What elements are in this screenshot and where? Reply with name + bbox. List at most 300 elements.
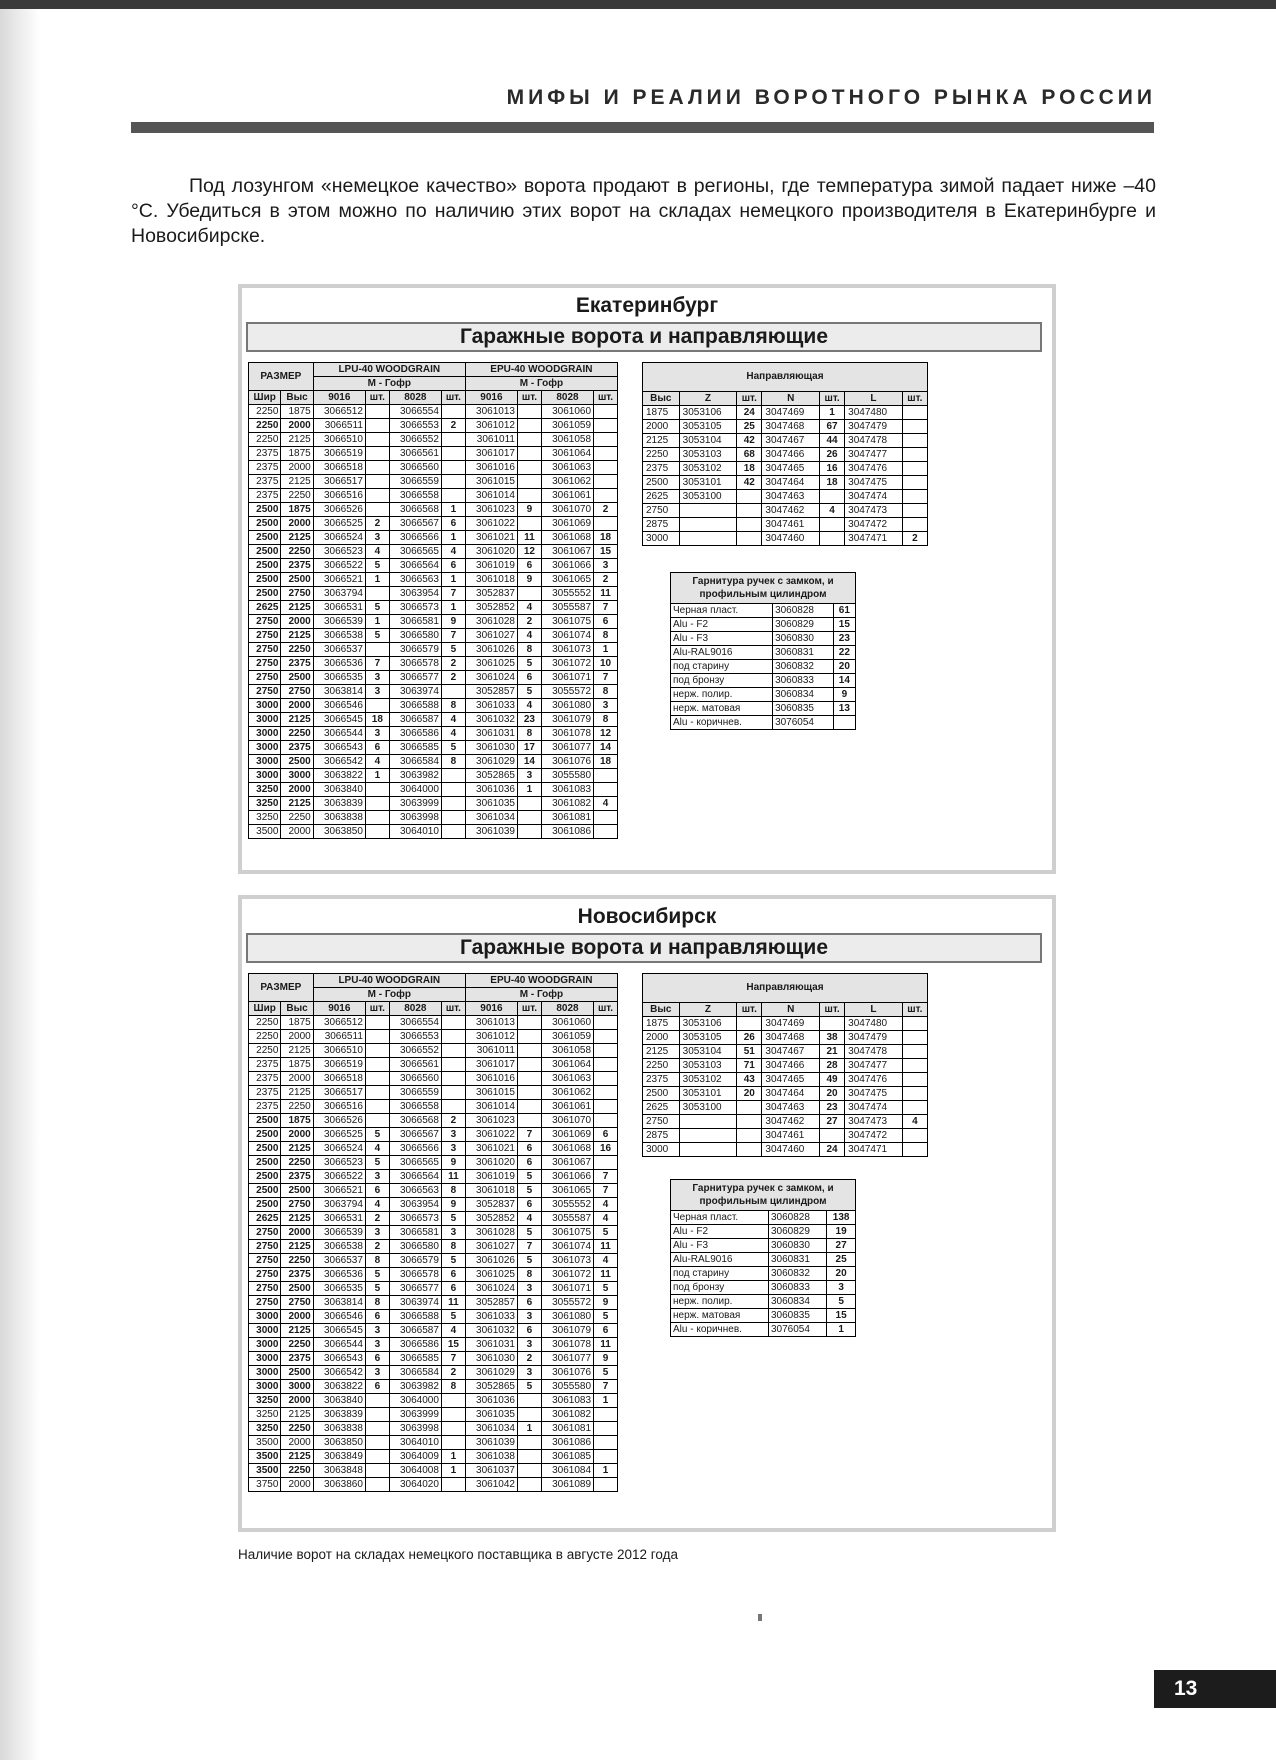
handle-type: Черная пласт. (671, 604, 773, 618)
quantity-cell (517, 1044, 541, 1058)
width-cell: 3250 (249, 1408, 281, 1422)
height-cell: 2000 (281, 1310, 313, 1324)
article-cell: 3000 (643, 532, 680, 546)
quantity-cell (517, 1016, 541, 1030)
quantity-cell: 6 (517, 1156, 541, 1170)
quantity-cell: 71 (737, 1059, 762, 1073)
article-cell: 3066586 (389, 727, 441, 741)
column-header: Z (679, 1003, 737, 1017)
article-cell: 3066526 (313, 1114, 365, 1128)
quantity-cell (517, 447, 541, 461)
article-cell: 3066525 (313, 517, 365, 531)
handle-type: нерж. матовая (671, 702, 773, 716)
quantity-cell (365, 1408, 389, 1422)
table-row (249, 671, 618, 685)
article-cell: 3060833 (768, 1281, 826, 1295)
quantity-cell: 2 (594, 573, 618, 587)
scan-edge-shadow (0, 0, 40, 1760)
article-cell: 3047476 (845, 1073, 903, 1087)
article-cell: 3060835 (773, 702, 834, 716)
quantity-cell (365, 1394, 389, 1408)
width-cell: 2375 (249, 1058, 281, 1072)
quantity-cell (594, 447, 618, 461)
height-cell: 2375 (281, 741, 313, 755)
article-cell: 3063999 (389, 797, 441, 811)
article-cell: 3047463 (762, 490, 820, 504)
article-cell: 3061026 (465, 643, 517, 657)
quantity-cell: 5 (441, 643, 465, 657)
article-cell: 3061024 (465, 1282, 517, 1296)
article-cell: 3066544 (313, 1338, 365, 1352)
article-cell: 3061075 (541, 615, 593, 629)
width-cell: 3750 (249, 1478, 281, 1492)
article-cell: 3066535 (313, 1282, 365, 1296)
width-cell: 2500 (249, 573, 281, 587)
column-header: 9016 (465, 1002, 517, 1016)
article-cell: 3061022 (465, 1128, 517, 1142)
article-cell: 3061013 (465, 405, 517, 419)
table-row (671, 1239, 856, 1253)
quantity-cell: 14 (517, 755, 541, 769)
table-row (643, 406, 928, 420)
column-header: шт. (594, 1002, 618, 1016)
article-cell: 3061037 (465, 1464, 517, 1478)
quantity-cell (517, 489, 541, 503)
quantity-cell: 20 (737, 1087, 762, 1101)
article-cell: 3060830 (773, 632, 834, 646)
article-cell: 3066585 (389, 741, 441, 755)
table-row (249, 601, 618, 615)
quantity-cell: 138 (827, 1211, 856, 1225)
quantity-cell (594, 1478, 618, 1492)
article-cell: 3066567 (389, 517, 441, 531)
article-cell: 3066516 (313, 1100, 365, 1114)
article-cell: 3060829 (768, 1225, 826, 1239)
quantity-cell (365, 699, 389, 713)
article-cell: 3063954 (389, 1198, 441, 1212)
quantity-cell: 23 (517, 713, 541, 727)
article-cell: 3066554 (389, 405, 441, 419)
quantity-cell: 4 (517, 699, 541, 713)
article-cell: 3047474 (845, 490, 903, 504)
article-cell: 3064000 (389, 1394, 441, 1408)
column-header: шт. (365, 1002, 389, 1016)
quantity-cell: 4 (365, 1142, 389, 1156)
height-cell: 2125 (281, 433, 313, 447)
quantity-cell: 8 (594, 629, 618, 643)
rails-table (642, 973, 928, 1157)
article-cell: 3066564 (389, 559, 441, 573)
quantity-cell: 61 (833, 604, 855, 618)
article-cell: 3061083 (541, 1394, 593, 1408)
quantity-cell (365, 1478, 389, 1492)
width-cell: 2750 (249, 615, 281, 629)
quantity-cell: 7 (517, 1128, 541, 1142)
article-cell: 3061065 (541, 573, 593, 587)
article-cell: 3061026 (465, 1254, 517, 1268)
quantity-cell: 38 (819, 1031, 844, 1045)
height-cell: 2500 (281, 671, 313, 685)
table-row (671, 702, 856, 716)
article-cell: 3061065 (541, 1184, 593, 1198)
quantity-cell (517, 405, 541, 419)
table-row (671, 604, 856, 618)
article-cell: 3064010 (389, 825, 441, 839)
quantity-cell (517, 1058, 541, 1072)
column-header: шт. (902, 392, 927, 406)
quantity-cell: 20 (833, 660, 855, 674)
article-cell: 3061068 (541, 531, 593, 545)
quantity-cell: 5 (827, 1295, 856, 1309)
article-cell: 2000 (643, 1031, 680, 1045)
article-cell: 3066564 (389, 1170, 441, 1184)
height-cell: 2750 (281, 1296, 313, 1310)
quantity-cell: 19 (827, 1225, 856, 1239)
quantity-cell: 4 (594, 797, 618, 811)
quantity-cell (441, 461, 465, 475)
quantity-cell (441, 1100, 465, 1114)
article-cell: 3061079 (541, 1324, 593, 1338)
width-cell: 2500 (249, 1156, 281, 1170)
quantity-cell (517, 1408, 541, 1422)
header-lpu: LPU-40 WOODGRAIN (313, 363, 465, 377)
quantity-cell (365, 1100, 389, 1114)
table-row (643, 1101, 928, 1115)
quantity-cell (902, 448, 927, 462)
article-cell: 3061022 (465, 517, 517, 531)
width-cell: 2750 (249, 1296, 281, 1310)
article-cell: 3055580 (541, 769, 593, 783)
quantity-cell (517, 1394, 541, 1408)
article-cell: 3047468 (762, 420, 820, 434)
quantity-cell (902, 1045, 927, 1059)
article-cell: 3047480 (845, 406, 903, 420)
article-cell: 3066580 (389, 629, 441, 643)
quantity-cell (902, 1017, 927, 1031)
quantity-cell: 18 (594, 755, 618, 769)
quantity-cell: 7 (594, 601, 618, 615)
article-cell: 3066512 (313, 1016, 365, 1030)
quantity-cell: 1 (594, 1464, 618, 1478)
article-cell: 3061021 (465, 1142, 517, 1156)
quantity-cell: 5 (594, 1366, 618, 1380)
article-cell: 2750 (643, 1115, 680, 1129)
quantity-cell (517, 1086, 541, 1100)
quantity-cell (819, 490, 844, 504)
height-cell: 1875 (281, 503, 313, 517)
article-cell: 3066511 (313, 1030, 365, 1044)
article-cell: 3047473 (845, 504, 903, 518)
article-cell: 3064020 (389, 1478, 441, 1492)
article-cell: 3061016 (465, 1072, 517, 1086)
article-cell: 3061084 (541, 1464, 593, 1478)
quantity-cell: 51 (737, 1045, 762, 1059)
article-cell: 3061073 (541, 643, 593, 657)
handle-type: Alu - коричнев. (671, 716, 773, 730)
height-cell: 2250 (281, 1464, 313, 1478)
quantity-cell (441, 1016, 465, 1030)
table-row (249, 643, 618, 657)
article-cell: 3060831 (768, 1253, 826, 1267)
quantity-cell (365, 405, 389, 419)
quantity-cell (441, 1436, 465, 1450)
table-row (671, 674, 856, 688)
table-row (249, 517, 618, 531)
quantity-cell: 17 (517, 741, 541, 755)
article-cell: 3063999 (389, 1408, 441, 1422)
column-header: 8028 (541, 391, 593, 405)
quantity-cell: 18 (737, 462, 762, 476)
table-row (249, 1058, 618, 1072)
article-cell: 3061071 (541, 671, 593, 685)
width-cell: 2750 (249, 629, 281, 643)
article-cell: 3066573 (389, 1212, 441, 1226)
quantity-cell (594, 1016, 618, 1030)
article-cell: 3066559 (389, 475, 441, 489)
handle-type: Alu - F3 (671, 632, 773, 646)
table-row (643, 1059, 928, 1073)
header-profile: М - Гофр (313, 988, 465, 1002)
quantity-cell (365, 1464, 389, 1478)
article-cell: 3066579 (389, 643, 441, 657)
height-cell: 2000 (281, 783, 313, 797)
quantity-cell: 2 (441, 1114, 465, 1128)
width-cell: 2500 (249, 1184, 281, 1198)
quantity-cell: 67 (819, 420, 844, 434)
article-cell (679, 1129, 737, 1143)
article-cell: 3061018 (465, 1184, 517, 1198)
table-row (249, 1100, 618, 1114)
quantity-cell: 4 (819, 504, 844, 518)
article-cell: 3061029 (465, 755, 517, 769)
article-cell: 2125 (643, 1045, 680, 1059)
article-cell: 3061013 (465, 1016, 517, 1030)
header-epu: EPU-40 WOODGRAIN (465, 363, 617, 377)
article-cell: 3061081 (541, 811, 593, 825)
column-header: 8028 (389, 391, 441, 405)
width-cell: 2375 (249, 475, 281, 489)
table-row (249, 1352, 618, 1366)
quantity-cell: 6 (517, 559, 541, 573)
article-cell: 3000 (643, 1143, 680, 1157)
column-header: 9016 (313, 391, 365, 405)
quantity-cell: 3 (365, 685, 389, 699)
article-cell: 3047462 (762, 1115, 820, 1129)
article-cell: 3064008 (389, 1464, 441, 1478)
quantity-cell: 7 (365, 657, 389, 671)
article-cell: 3061066 (541, 1170, 593, 1184)
article-cell: 3061031 (465, 1338, 517, 1352)
article-cell: 3063974 (389, 685, 441, 699)
quantity-cell: 7 (594, 1170, 618, 1184)
quantity-cell (441, 447, 465, 461)
quantity-cell: 1 (827, 1323, 856, 1337)
article-cell: 3061025 (465, 657, 517, 671)
width-cell: 2750 (249, 643, 281, 657)
article-cell: 3066578 (389, 1268, 441, 1282)
article-cell: 3061071 (541, 1282, 593, 1296)
article-cell: 3061082 (541, 1408, 593, 1422)
article-cell: 3047469 (762, 406, 820, 420)
article-cell: 3061066 (541, 559, 593, 573)
table-row (671, 1225, 856, 1239)
table-row (249, 1184, 618, 1198)
quantity-cell (737, 1101, 762, 1115)
quantity-cell (441, 811, 465, 825)
height-cell: 2000 (281, 699, 313, 713)
gates-table (248, 362, 618, 839)
width-cell: 2500 (249, 587, 281, 601)
article-cell: 3061063 (541, 461, 593, 475)
height-cell: 2000 (281, 461, 313, 475)
article-cell: 3061019 (465, 559, 517, 573)
quantity-cell (365, 433, 389, 447)
height-cell: 2000 (281, 825, 313, 839)
article-cell: 3061027 (465, 629, 517, 643)
width-cell: 2750 (249, 685, 281, 699)
article-cell: 3053103 (679, 1059, 737, 1073)
column-header: Выс (643, 392, 680, 406)
column-header: шт. (594, 391, 618, 405)
table-row (249, 1142, 618, 1156)
article-cell: 3076054 (768, 1323, 826, 1337)
article-cell: 3060835 (768, 1309, 826, 1323)
quantity-cell: 3 (365, 1366, 389, 1380)
quantity-cell (517, 1478, 541, 1492)
quantity-cell: 6 (365, 1352, 389, 1366)
quantity-cell (737, 1143, 762, 1157)
table-row (249, 1170, 618, 1184)
height-cell: 2000 (281, 517, 313, 531)
width-cell: 2375 (249, 1100, 281, 1114)
quantity-cell (737, 504, 762, 518)
article-cell: 3061014 (465, 1100, 517, 1114)
quantity-cell: 4 (441, 1324, 465, 1338)
quantity-cell: 7 (441, 587, 465, 601)
quantity-cell: 4 (441, 545, 465, 559)
quantity-cell: 20 (827, 1267, 856, 1281)
quantity-cell: 1 (365, 615, 389, 629)
quantity-cell: 1 (441, 601, 465, 615)
quantity-cell (365, 461, 389, 475)
header-profile: М - Гофр (313, 377, 465, 391)
quantity-cell: 2 (441, 657, 465, 671)
quantity-cell: 5 (365, 1282, 389, 1296)
quantity-cell: 7 (594, 671, 618, 685)
article-cell: 3061030 (465, 1352, 517, 1366)
column-header: шт. (902, 1003, 927, 1017)
handle-type: нерж. полир. (671, 688, 773, 702)
article-cell: 3066588 (389, 699, 441, 713)
quantity-cell (441, 1394, 465, 1408)
article-cell: 3052837 (465, 587, 517, 601)
quantity-cell (517, 587, 541, 601)
quantity-cell: 44 (819, 434, 844, 448)
article-cell: 3066546 (313, 1310, 365, 1324)
article-cell: 3063814 (313, 685, 365, 699)
table-row (671, 632, 856, 646)
width-cell: 2250 (249, 1044, 281, 1058)
height-cell: 2125 (281, 797, 313, 811)
quantity-cell: 3 (517, 1310, 541, 1324)
quantity-cell (441, 1422, 465, 1436)
article-cell: 3061058 (541, 433, 593, 447)
table-row (249, 1030, 618, 1044)
quantity-cell: 49 (819, 1073, 844, 1087)
article-cell: 3052852 (465, 601, 517, 615)
quantity-cell: 8 (365, 1296, 389, 1310)
quantity-cell (594, 1044, 618, 1058)
handle-type: под старину (671, 1267, 769, 1281)
quantity-cell: 25 (827, 1253, 856, 1267)
article-cell: 3061020 (465, 1156, 517, 1170)
quantity-cell: 5 (441, 1254, 465, 1268)
quantity-cell: 8 (441, 1380, 465, 1394)
table-row (249, 1422, 618, 1436)
table-row (249, 1254, 618, 1268)
quantity-cell (594, 1086, 618, 1100)
scan-mark (758, 1614, 762, 1621)
article-cell: 3066559 (389, 1086, 441, 1100)
height-cell: 1875 (281, 1058, 313, 1072)
table-row (643, 532, 928, 546)
table-row (249, 587, 618, 601)
article-cell: 3063850 (313, 1436, 365, 1450)
article-cell: 3061030 (465, 741, 517, 755)
quantity-cell: 26 (819, 448, 844, 462)
handles-title: Гарнитура ручек с замком, и профильным цилиндром (671, 573, 856, 604)
article-cell: 3066584 (389, 1366, 441, 1380)
quantity-cell (441, 1058, 465, 1072)
article-cell: 3047480 (845, 1017, 903, 1031)
article-cell: 3061062 (541, 1086, 593, 1100)
article-cell: 3066552 (389, 1044, 441, 1058)
width-cell: 2250 (249, 433, 281, 447)
table-row (643, 1087, 928, 1101)
quantity-cell: 3 (517, 1366, 541, 1380)
article-cell: 3063839 (313, 797, 365, 811)
height-cell: 2250 (281, 489, 313, 503)
quantity-cell: 3 (441, 1142, 465, 1156)
article-cell: 3061060 (541, 1016, 593, 1030)
article-cell: 3061077 (541, 1352, 593, 1366)
height-cell: 2000 (281, 1030, 313, 1044)
article-cell: 3064009 (389, 1450, 441, 1464)
column-header: N (762, 1003, 820, 1017)
width-cell: 3500 (249, 825, 281, 839)
article-cell: 3061063 (541, 1072, 593, 1086)
table-row (249, 1226, 618, 1240)
article-cell: 3061081 (541, 1422, 593, 1436)
table-row (249, 531, 618, 545)
handles-title: Гарнитура ручек с замком, и профильным цилиндром (671, 1180, 856, 1211)
header-size: РАЗМЕР (249, 363, 314, 391)
table-row (249, 1408, 618, 1422)
quantity-cell: 8 (441, 1240, 465, 1254)
quantity-cell (902, 1073, 927, 1087)
article-cell: 3047472 (845, 518, 903, 532)
quantity-cell (365, 1422, 389, 1436)
article-cell: 3053100 (679, 1101, 737, 1115)
quantity-cell: 8 (517, 643, 541, 657)
article-cell: 3061018 (465, 573, 517, 587)
quantity-cell: 5 (517, 685, 541, 699)
table-row (249, 1072, 618, 1086)
article-cell: 3061034 (465, 811, 517, 825)
height-cell: 1875 (281, 1114, 313, 1128)
article-cell: 3061024 (465, 671, 517, 685)
column-header: шт. (819, 1003, 844, 1017)
